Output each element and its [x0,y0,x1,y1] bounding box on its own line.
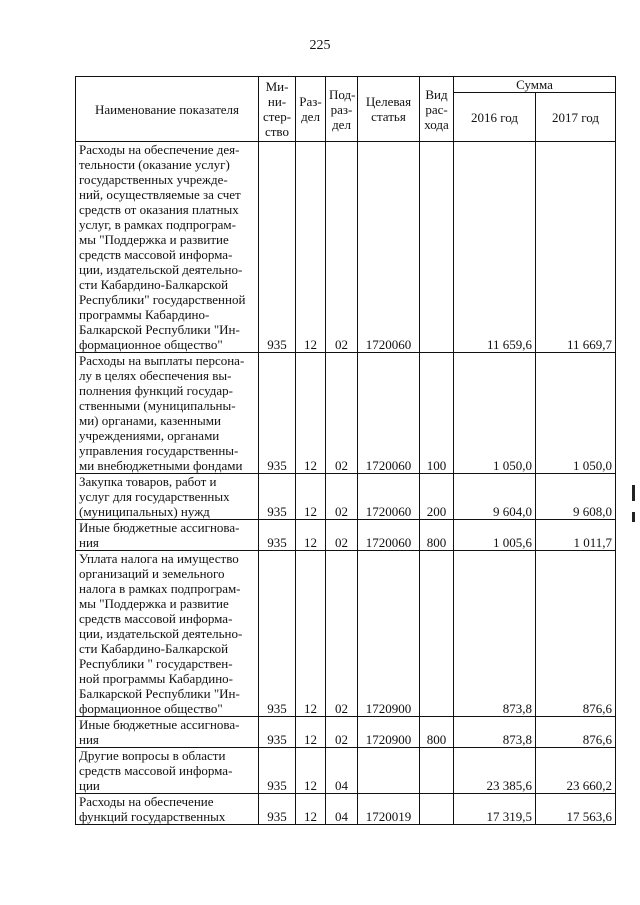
row-amount-2016: 11 659,6 [454,142,536,353]
row-expense-type: 800 [420,520,454,551]
table-row [76,520,616,551]
row-amount-2016: 23 385,6 [454,748,536,794]
row-subsection: 02 [326,474,358,520]
table-row [76,142,616,353]
row-ministry: 935 [259,748,296,794]
row-name: Расходы на выплаты персона- лу в целях обеспечения вы- полнения функций государ- ственными (муниципальны- ми) органами, казенными учреждениями, органами управления государственны- ми внебюджетными фондами [76,353,259,474]
table-row [76,794,616,825]
row-subsection: 02 [326,520,358,551]
row-amount-2017: 1 050,0 [536,353,616,474]
row-amount-2017: 17 563,6 [536,794,616,825]
row-expense-type: 100 [420,353,454,474]
header-ministry: Ми- ни- стер- ство [259,77,296,142]
row-name: Закупка товаров, работ и услуг для государственных (муниципальных) нужд [76,474,259,520]
row-name: Уплата налога на имущество организаций и земельного налога в рамках подпрограм- мы "Поддержка и развитие средств массовой информа- ции, издательской деятельно- сти Кабардино-Балкарской Республики " государствен- ной программы Кабардино- Балкарской Республики "Ин- формационное общество" [76,551,259,717]
row-amount-2017: 1 011,7 [536,520,616,551]
row-section: 12 [296,353,326,474]
row-name: Другие вопросы в области средств массовой информа- ции [76,748,259,794]
row-expense-type [420,551,454,717]
row-target: 1720900 [358,551,420,717]
row-expense-type: 800 [420,717,454,748]
header-target: Целевая статья [358,77,420,142]
row-ministry: 935 [259,551,296,717]
row-expense-type [420,794,454,825]
row-expense-type [420,142,454,353]
row-section: 12 [296,142,326,353]
row-section: 12 [296,794,326,825]
row-amount-2017: 9 608,0 [536,474,616,520]
header-subsection: Под- раз- дел [326,77,358,142]
row-target: 1720060 [358,520,420,551]
row-ministry: 935 [259,794,296,825]
row-name: Расходы на обеспечение дея- тельности (оказание услуг) государственных учрежде- ний, осуществляемые за счет средств от оказания платных услуг, в рамках подпрограм- мы "Поддержка и развитие средств массовой информа- ции, издательской деятельно- сти Кабардино-Балкарской Республики" государственной программы Кабардино- Балкарской Республики "Ин- формационное общество" [76,142,259,353]
row-amount-2017: 876,6 [536,717,616,748]
header-sum: Сумма [454,77,616,93]
row-target: 1720060 [358,474,420,520]
row-name: Иные бюджетные ассигнова- ния [76,717,259,748]
row-expense-type [420,748,454,794]
row-amount-2017: 11 669,7 [536,142,616,353]
row-target: 1720060 [358,353,420,474]
row-ministry: 935 [259,353,296,474]
row-subsection: 04 [326,748,358,794]
row-ministry: 935 [259,142,296,353]
row-amount-2016: 9 604,0 [454,474,536,520]
header-expense-type: Вид рас- хода [420,77,454,142]
row-subsection: 04 [326,794,358,825]
header-name: Наименование показателя [76,77,259,142]
row-amount-2016: 17 319,5 [454,794,536,825]
row-amount-2016: 1 050,0 [454,353,536,474]
row-ministry: 935 [259,717,296,748]
row-section: 12 [296,717,326,748]
scan-edge-mark [632,512,635,522]
row-amount-2017: 23 660,2 [536,748,616,794]
budget-table [75,76,616,825]
row-amount-2017: 876,6 [536,551,616,717]
row-section: 12 [296,748,326,794]
page-number: 225 [309,38,331,53]
scan-edge-mark [632,485,635,501]
row-target: 1720900 [358,717,420,748]
row-name: Расходы на обеспечение функций государственных [76,794,259,825]
row-amount-2016: 1 005,6 [454,520,536,551]
row-subsection: 02 [326,353,358,474]
header-year-2017: 2017 год [536,93,616,142]
header-year-2016: 2016 год [454,93,536,142]
row-target: 1720019 [358,794,420,825]
row-section: 12 [296,551,326,717]
row-amount-2016: 873,8 [454,551,536,717]
table-row [76,748,616,794]
row-expense-type: 200 [420,474,454,520]
row-target: 1720060 [358,142,420,353]
row-section: 12 [296,520,326,551]
table-row [76,717,616,748]
table-row [76,551,616,717]
table-row [76,474,616,520]
row-ministry: 935 [259,520,296,551]
header-section: Раз- дел [296,77,326,142]
table-row [76,353,616,474]
row-target [358,748,420,794]
row-section: 12 [296,474,326,520]
row-subsection: 02 [326,551,358,717]
row-name: Иные бюджетные ассигнова- ния [76,520,259,551]
row-subsection: 02 [326,717,358,748]
row-ministry: 935 [259,474,296,520]
row-subsection: 02 [326,142,358,353]
row-amount-2016: 873,8 [454,717,536,748]
